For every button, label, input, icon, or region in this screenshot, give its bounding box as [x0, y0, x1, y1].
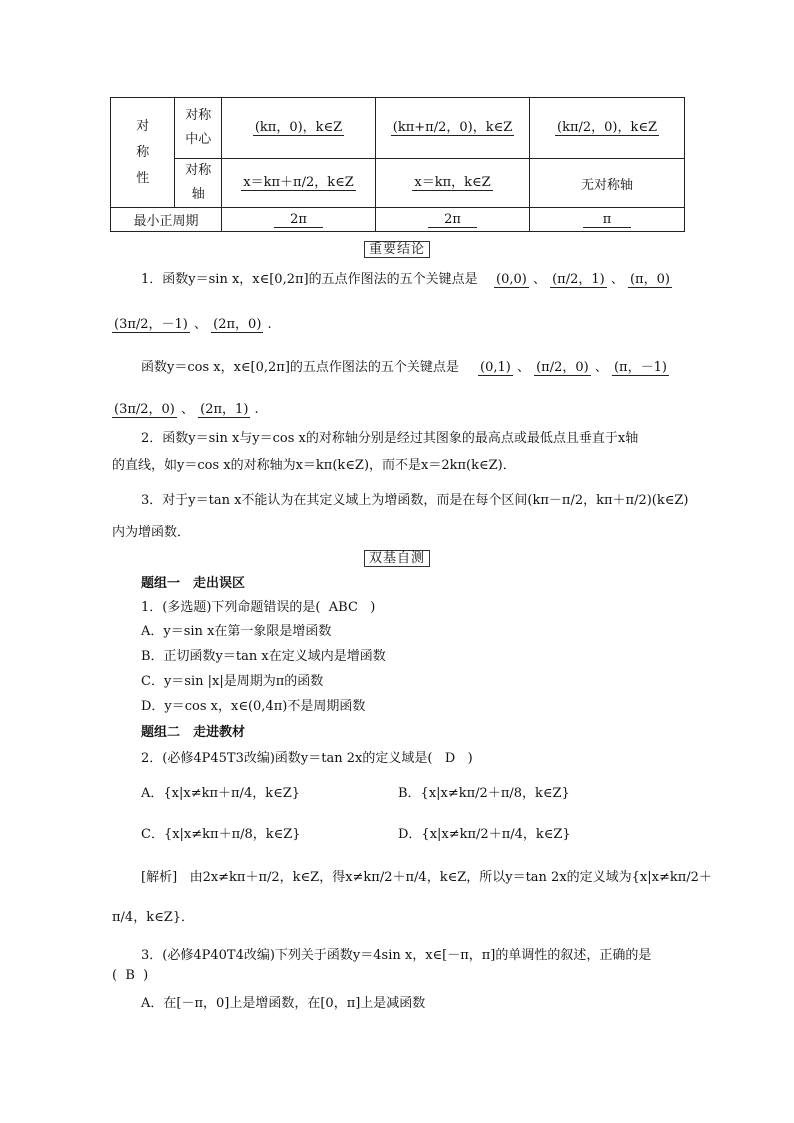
- center-sin: (kπ，0)，k∈Z: [254, 120, 343, 135]
- key-point: (0,0): [496, 272, 527, 287]
- q1-option-c: C．y＝sin |x|是周期为π的函数: [141, 674, 324, 689]
- period-tan: π: [583, 213, 632, 228]
- c3-line1: 3．对于y＝tan x不能认为在其定义域上为增函数，而是在每个区间(kπ－π/2，kπ＋π/2)(k∈Z): [141, 493, 689, 508]
- group2-title: 题组二 走进教材: [141, 725, 246, 740]
- key-point: (π/2，0): [536, 360, 589, 375]
- q3-answer: B: [125, 968, 135, 983]
- q1-option-a: A．y＝sin x在第一象限是增函数: [141, 624, 332, 639]
- c2-line2: 的直线，如y＝cos x的对称轴为x＝kπ(k∈Z)，而不是x＝2kπ(k∈Z)．: [112, 458, 516, 473]
- c1-cos-points-line1: (0,1) 、 (π/2，0) 、 (π，－1): [480, 360, 667, 375]
- q1-option-d: D．y＝cos x，x∈(0,4π)不是周期函数: [141, 699, 366, 714]
- period-sin: 2π: [274, 213, 323, 228]
- q2-answer: D: [444, 751, 456, 766]
- group1-title: 题组一 走出误区: [141, 576, 246, 591]
- period-label: 最小正周期: [111, 208, 222, 232]
- axis-label: 对称 轴: [175, 159, 222, 208]
- key-point: (3π/2，0): [114, 402, 175, 417]
- axis-tan: 无对称轴: [530, 159, 685, 208]
- q2-option-d: D．{x|x≠kπ/2＋π/4，k∈Z}: [398, 827, 571, 842]
- center-sin-cell: [222, 98, 376, 159]
- row-header-char: 称: [136, 144, 150, 160]
- key-point: (π/2，1): [552, 272, 605, 287]
- period-cos-cell: [375, 208, 529, 232]
- key-point: (π，－1): [613, 360, 667, 375]
- q3-answer-line: ( B ): [112, 968, 149, 983]
- key-point: (3π/2，－1): [114, 317, 188, 332]
- center-tan: (kπ/2，0)，k∈Z: [557, 120, 658, 135]
- c1-sin-intro: 1．函数y＝sin x，x∈[0,2π]的五点作图法的五个关键点是: [141, 272, 478, 287]
- c2-line1: 2．函数y＝sin x与y＝cos x的对称轴分别是经过其图象的最高点或最低点且垂直于x轴: [141, 431, 639, 446]
- center-cos-cell: [375, 98, 529, 159]
- key-point: (0,1): [480, 360, 511, 375]
- center-tan-cell: [530, 98, 685, 159]
- row-header-char: 对: [136, 118, 150, 134]
- section-title: 重要结论: [364, 241, 430, 258]
- q2-option-c: C．{x|x≠kπ＋π/8，k∈Z}: [141, 827, 301, 842]
- key-point: (2π，1): [200, 402, 249, 417]
- axis-sin-cell: [222, 159, 376, 208]
- center-label: 对称 中心: [175, 98, 222, 159]
- q2-option-a: A．{x|x≠kπ＋π/4，k∈Z}: [141, 786, 301, 801]
- q3-option-a: A．在[－π，0]上是增函数，在[0，π]上是减函数: [141, 996, 426, 1011]
- properties-table: [110, 97, 685, 232]
- q2-analysis-line2: π/4，k∈Z}．: [112, 910, 194, 925]
- section-self-test: [0, 547, 794, 566]
- period-cos: 2π: [428, 213, 477, 228]
- c1-cos-intro: 函数y＝cos x，x∈[0,2π]的五点作图法的五个关键点是: [141, 360, 459, 375]
- c1-cos-points-line2: (3π/2，0) 、 (2π，1) .: [114, 402, 259, 417]
- q1-answer: ABC: [328, 600, 358, 615]
- c1-sin-points-line1: (0,0) 、 (π/2，1) 、 (π，0): [496, 272, 670, 287]
- q2-analysis-line1: [解析] 由2x≠kπ＋π/2，k∈Z，得x≠kπ/2＋π/4，k∈Z，所以y＝tan 2x的定义域为{x|x≠kπ/2＋: [141, 870, 712, 885]
- section-title: 双基自测: [364, 550, 430, 567]
- row-header-char: 性: [136, 170, 150, 186]
- key-point: (2π，0): [213, 317, 262, 332]
- q1-option-b: B．正切函数y＝tan x在定义域内是增函数: [141, 649, 386, 664]
- q1-stem: 1．(多选题)下列命题错误的是( ABC ): [141, 600, 376, 615]
- axis-cos: x＝kπ，k∈Z: [414, 175, 491, 190]
- axis-cos-cell: [375, 159, 529, 208]
- q3-stem: 3．(必修4P40T4改编)下列关于函数y＝4sin x，x∈[－π，π]的单调性的叙述，正确的是: [141, 948, 652, 963]
- symmetry-row-header: [111, 98, 175, 208]
- center-cos: (kπ+π/2，0)，k∈Z: [392, 120, 513, 135]
- period-tan-cell: [530, 208, 685, 232]
- section-important-conclusions: [0, 238, 794, 257]
- c1-sin-points-line2: (3π/2，－1) 、 (2π，0) .: [114, 317, 272, 332]
- period-sin-cell: [222, 208, 376, 232]
- c3-line2: 内为增函数．: [112, 525, 191, 540]
- key-point: (π，0): [629, 272, 670, 287]
- q2-stem: 2．(必修4P45T3改编)函数y＝tan 2x的定义域是( D ): [141, 751, 473, 766]
- analysis-label: [解析]: [141, 870, 178, 885]
- q2-option-b: B．{x|x≠kπ/2＋π/8，k∈Z}: [398, 786, 570, 801]
- axis-sin: x＝kπ＋π/2，k∈Z: [243, 175, 354, 190]
